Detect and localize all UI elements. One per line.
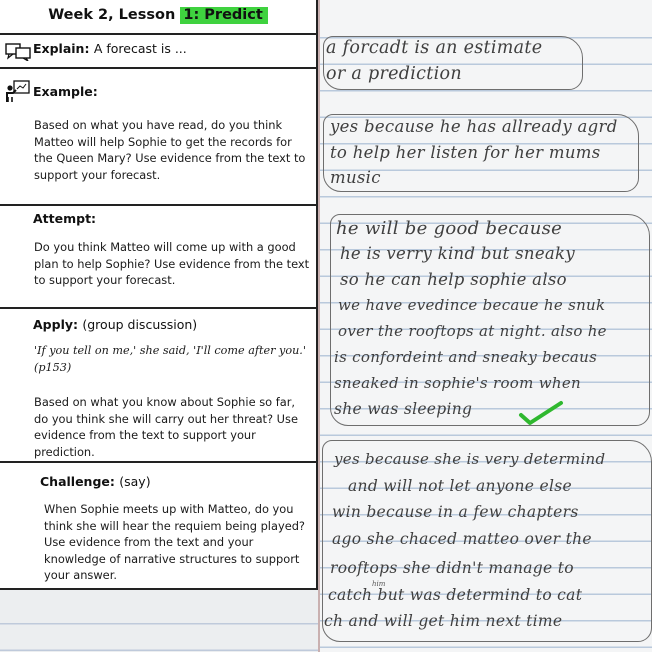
hw-apply-line-2: and will not let anyone else bbox=[348, 477, 572, 495]
apply-quote: 'If you tell on me,' she said, 'I'll come after you.' (p153) bbox=[34, 344, 306, 374]
hw-apply-line-1: yes because she is very determind bbox=[334, 450, 606, 468]
speech-bubbles-icon bbox=[5, 43, 31, 61]
hw-attempt-line-1: he will be good because bbox=[336, 218, 563, 239]
attempt-section bbox=[0, 206, 316, 309]
teacher-board-icon bbox=[5, 80, 31, 104]
hw-example-line-1: yes because he has allready agrd bbox=[330, 117, 618, 136]
hw-attempt-line-7: sneaked in sophie's room when bbox=[334, 374, 581, 392]
hw-attempt-line-8: she was sleeping bbox=[334, 400, 473, 418]
hw-attempt-line-2: he is verry kind but sneaky bbox=[340, 244, 575, 263]
hw-example-line-3: music bbox=[330, 168, 381, 187]
challenge-note: (say) bbox=[119, 474, 151, 489]
hw-apply-line-7: ch and will get him next time bbox=[324, 612, 563, 630]
apply-note: (group discussion) bbox=[82, 317, 198, 332]
challenge-label: Challenge: bbox=[40, 474, 115, 489]
hw-apply-line-4: ago she chaced matteo over the bbox=[332, 530, 592, 548]
hw-attempt-line-6: is confordeint and sneaky becaus bbox=[334, 348, 598, 366]
hw-explain-line-1: a forcadt is an estimate bbox=[326, 38, 543, 58]
page-margin-line bbox=[318, 0, 320, 652]
title-highlight: 1: Predict bbox=[180, 7, 267, 24]
apply-text: Based on what you know about Sophie so far, do you think she will carry out her threat? Use evidence from the text to support your prediction. bbox=[34, 395, 298, 459]
example-label: Example: bbox=[33, 84, 98, 99]
hw-apply-line-6: catch but was determind to cat bbox=[328, 586, 583, 604]
apply-section bbox=[0, 309, 316, 463]
worksheet bbox=[0, 0, 318, 590]
title-prefix: Week 2, Lesson bbox=[48, 7, 181, 23]
green-tick-icon bbox=[518, 400, 564, 426]
hw-attempt-line-3: so he can help sophie also bbox=[340, 270, 567, 289]
attempt-text: Do you think Matteo will come up with a good plan to help Sophie? Use evidence from the text to support your forecast. bbox=[34, 240, 310, 287]
challenge-text: When Sophie meets up with Matteo, do you think she will hear the requiem being played? Use evidence from the text and your knowledge of narrative structures to support your answer. bbox=[44, 502, 305, 582]
hw-apply-line-3: win because in a few chapters bbox=[332, 503, 579, 521]
example-text: Based on what you have read, do you think Matteo will help Sophie to get the records for the Queen Mary? Use evidence from the text to support your forecast. bbox=[34, 118, 306, 182]
hw-insert-note: him bbox=[372, 580, 386, 588]
hw-explain-line-2: or a prediction bbox=[326, 64, 462, 84]
page-below-worksheet bbox=[0, 590, 318, 652]
hw-attempt-line-4: we have evedince becaue he snuk bbox=[338, 296, 606, 314]
hw-attempt-line-5: over the rooftops at night. also he bbox=[338, 322, 607, 340]
explain-section bbox=[0, 33, 316, 69]
worksheet-title bbox=[0, 0, 316, 35]
apply-label: Apply: bbox=[33, 317, 79, 332]
example-section bbox=[0, 69, 316, 206]
attempt-label: Attempt: bbox=[33, 211, 97, 226]
challenge-section bbox=[0, 463, 316, 588]
hw-example-line-2: to help her listen for her mums bbox=[330, 143, 601, 162]
explain-label: Explain: bbox=[33, 41, 90, 56]
explain-text: A forecast is ... bbox=[93, 41, 187, 56]
hw-apply-line-5: rooftops she didn't manage to bbox=[330, 559, 574, 577]
